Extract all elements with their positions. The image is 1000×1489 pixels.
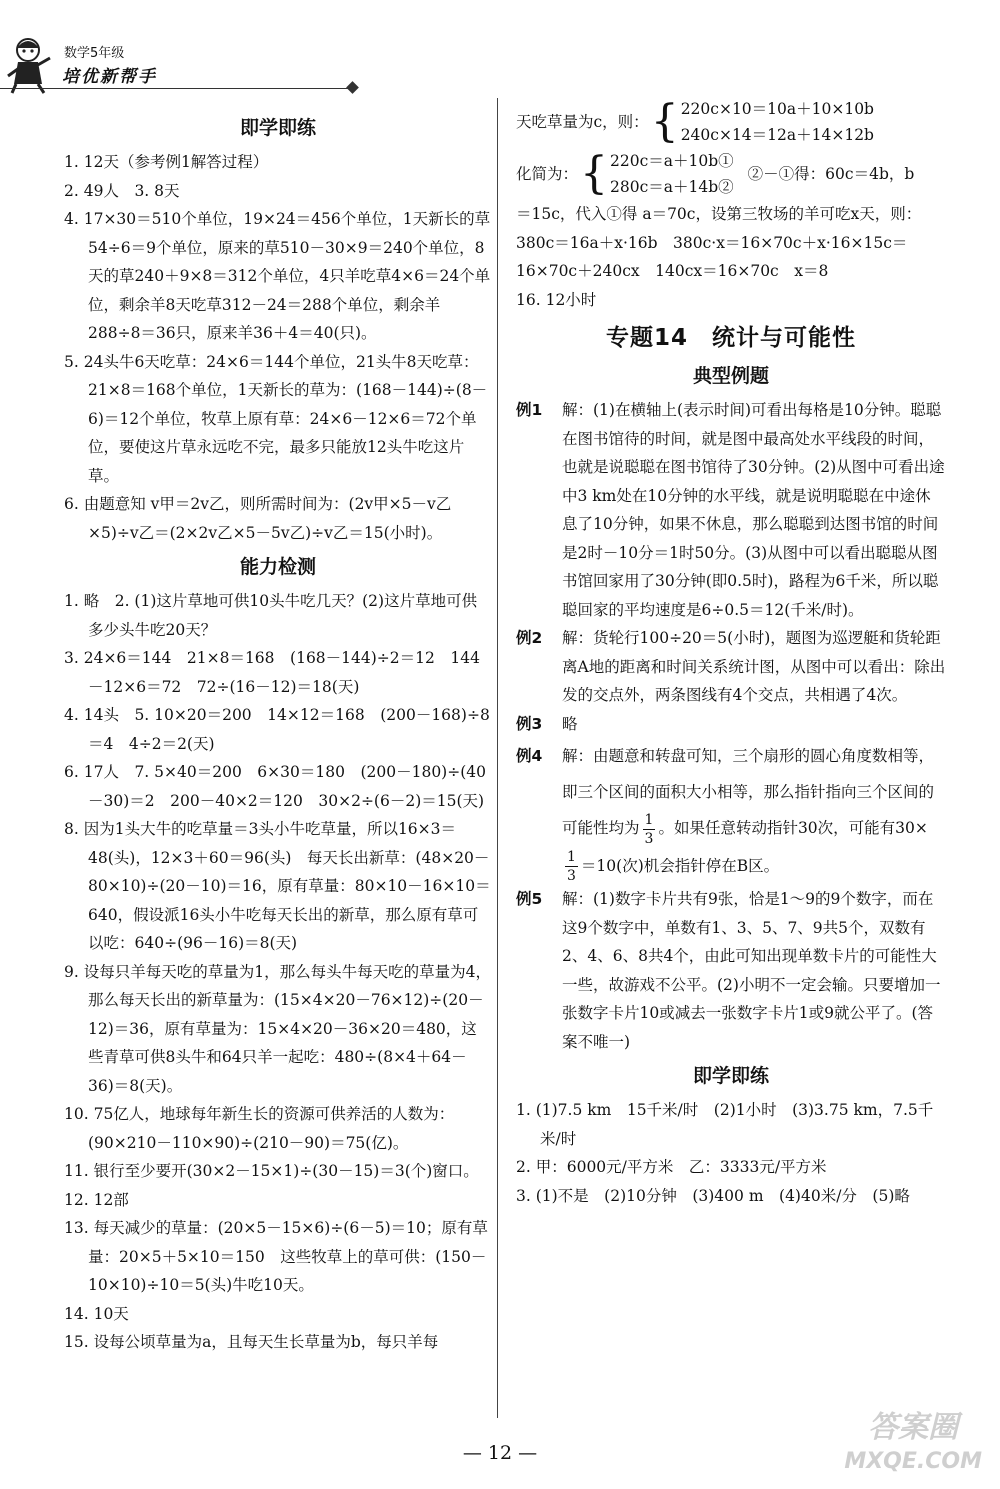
answer-item: 4. 17×30＝510个单位，19×24＝456个单位，1天新长的草54÷6＝9个单位，原来的草510－30×9＝240个单位，8天的草240＋9×8＝312个单位，4只羊吃草4×6＝24个单位，剩余羊8天吃草312－24＝288个单位，剩余羊288÷8＝36只，原来羊36＋4＝40(只)。 — [64, 210, 491, 342]
answer-item: 1. (1)7.5 km 15千米/时 (2)1小时 (3)3.75 km，7.5千米/时 — [516, 1101, 934, 1148]
answer-item: 9. 设每只羊每天吃的草量为1，那么每头牛每天吃的草量为4，那么每天长出的新草量为：(15×4×20－76×12)÷(20－12)＝36，原有草量为：15×4×20－36×20＝480，这些青草可供8头牛和64只羊一起吃：480÷(8×4＋64－36)＝8(天)。 — [64, 962, 491, 1095]
answer-item: 1. 12天（参考例1解答过程） — [64, 153, 269, 171]
example-text: 解：(1)数字卡片共有9张，恰是1～9的9个数字，而在这9个数字中，单数有1、3、5、7、9共5个，双数有2、4、6、8共4个，由此可知出现单数卡片的可能性大一些，故游戏不公平。(2)小明不一定会输。只要增加一张数字卡片10或减去一张数字卡片1或9就公平了。(答案不唯一) — [562, 890, 941, 1051]
equation-system — [516, 96, 946, 148]
answer-text: 天吃草量为c，则： — [516, 112, 649, 131]
answer-item: 14. 10天 — [64, 1304, 129, 1323]
answer-item: 6. 17人 7. 5×40＝200 6×30＝180 (200－180)÷(40－30)＝2 200－40×2＝120 30×2÷(6－2)＝15(天) — [64, 763, 486, 810]
answer-text: ＝15c，代入①得 a＝70c，设第三牧场的羊可吃x天，则：380c＝16a＋x·16b 380c·x＝16×70c＋x·16×15c＝16×70c＋240cx 140cx＝16×70c x＝8 — [516, 205, 922, 280]
header-subtitle: 数学5年级 — [64, 46, 125, 61]
answer-item: 3. 24×6＝144 21×8＝168 (168－144)÷2＝12 144－12×6＝72 72÷(16－12)＝18(天) — [64, 649, 480, 696]
left-column — [64, 108, 492, 1357]
equation-system — [516, 148, 946, 200]
answer-item: 4. 14头 5. 10×20＝200 14×12＝168 (200－168)÷8＝4 4÷2＝2(天) — [64, 706, 490, 753]
answer-item: 12. 12部 — [64, 1190, 129, 1209]
answer-item: 5. 24头牛6天吃草：24×6＝144个单位，21头牛8天吃草：21×8＝168个单位，1天新长的草为：(168－144)÷(8－6)＝12个单位，牧草上原有草：24×6－12×6＝72个单位，要使这片草永远吃不完，最多只能放12头牛吃这片草。 — [64, 352, 488, 485]
example-block — [516, 396, 946, 624]
answer-text: 化简为： — [516, 164, 579, 183]
watermark-text: 答案圈 — [868, 1410, 959, 1445]
example-block — [516, 624, 946, 710]
example-text: 解：货轮行100÷20＝5(小时)，题图为巡逻艇和货轮距离A地的距离和时间关系统计图，从图中可以看出：除出发的交点外，两条图线有4个交点，共相遇了4次。 — [562, 629, 946, 704]
example-text: 。如果任意转动指针30次，可能有30× — [658, 819, 928, 837]
example-label: 例1 — [516, 401, 543, 419]
example-text: 略 — [562, 714, 578, 733]
fraction: $\frac{1}{3}$ — [567, 849, 576, 884]
section-heading: 典型例题 — [692, 365, 769, 387]
equation: 220c×10＝10a＋10×10b — [680, 100, 874, 118]
diamond-icon — [346, 81, 359, 94]
equation: 280c＝a＋14b② — [610, 178, 734, 196]
header-rule — [0, 88, 352, 89]
section-heading: 能力检测 — [239, 556, 316, 578]
watermark-site: MXQE.COM — [844, 1449, 982, 1474]
chapter-title: 专题14 统计与可能性 — [605, 325, 856, 351]
example-label: 例4 — [516, 747, 543, 765]
example-label: 例2 — [516, 629, 543, 647]
right-column — [516, 96, 946, 1210]
example-text: 解：由题意和转盘可知，三个扇形的圆心角度数相等，即三个区间的面积大小相等，那么指针指向三个区间的可能性均为 — [562, 747, 935, 837]
page-header — [0, 0, 1000, 100]
equation: 220c＝a＋10b① — [610, 152, 734, 170]
equation: 240c×14＝12a＋14×12b — [680, 126, 874, 144]
watermark-logo — [844, 1411, 982, 1479]
example-text: ＝10(次)机会指针停在B区。 — [580, 856, 780, 875]
mascot-logo-icon — [6, 36, 52, 94]
example-label: 例5 — [516, 890, 543, 908]
answer-item: 2. 49人 3. 8天 — [64, 181, 180, 200]
answer-item: 1. 略 2. (1)这片草地可供10头牛吃几天？(2)这片草地可供多少头牛吃20天？ — [64, 592, 478, 639]
section-heading: 即学即练 — [692, 1065, 769, 1087]
left-brace-icon: { — [580, 148, 609, 199]
answer-item: 15. 设每公顷草量为a，且每天生长草量为b，每只羊每 — [64, 1333, 439, 1351]
answer-item: 2. 甲：6000元/平方米 乙：3333元/平方米 — [516, 1158, 827, 1176]
header-title: 培优新帮手 — [62, 67, 157, 87]
example-block — [516, 738, 946, 885]
left-brace-icon: { — [650, 96, 679, 147]
answer-item: 8. 因为1头大牛的吃草量＝3头小牛吃草量，所以16×3＝48(头)，12×3＋60＝96(头) 每天长出新草：(48×20－80×10)÷(20－10)＝16，原有草量：80×10－16×10＝640，假设派16头小牛吃每天长出的新草，那么原有草可以吃：640÷(96－16)＝8(天) — [64, 820, 491, 952]
example-label: 例3 — [516, 714, 543, 733]
answer-text: ②－①得：60c＝4b，b — [747, 164, 915, 183]
example-text: 解：(1)在横轴上(表示时间)可看出每格是10分钟。聪聪在图书馆待的时间，就是图中最高处水平线段的时间，也就是说聪聪在图书馆待了30分钟。(2)从图中可看出途中3 km处在10分钟的水平线，就是说明聪聪在中途休息了10分钟，如果不休息，那么聪聪到达图书馆的时间是2时－10分＝1时50分。(3)从图中可以看出聪聪从图书馆回家用了30分钟(即0.5时)，路程为6千米，所以聪聪回家的平均速度是6÷0.5＝12(千米/时)。 — [562, 401, 945, 619]
answer-item: 16. 12小时 — [516, 290, 597, 309]
answer-item: 6. 由题意知 v甲＝2v乙，则所需时间为：(2v甲×5－v乙×5)÷v乙＝(2×2v乙×5－5v乙)÷v乙＝15(小时)。 — [64, 495, 452, 542]
section-heading: 即学即练 — [239, 117, 316, 139]
example-block — [516, 885, 946, 1056]
answer-item: 13. 每天减少的草量：(20×5－15×6)÷(6－5)＝10；原有草量：20×5＋5×10＝150 这些牧草上的草可供：(150－10×10)÷10＝5(头)牛吃10天。 — [64, 1219, 488, 1294]
column-divider — [497, 98, 498, 1418]
fraction: $\frac{1}{3}$ — [644, 811, 654, 847]
answer-item: 10. 75亿人，地球每年新生长的资源可供养活的人数为：(90×210－110×90)÷(210－90)＝75(亿)。 — [64, 1105, 455, 1152]
page-number: — 12 — — [462, 1442, 538, 1464]
example-block — [516, 710, 946, 739]
answer-item: 3. (1)不是 (2)10分钟 (3)400 m (4)40米/分 (5)略 — [516, 1186, 910, 1205]
answer-item: 11. 银行至少要开(30×2－15×1)÷(30－15)＝3(个)窗口。 — [64, 1162, 479, 1180]
